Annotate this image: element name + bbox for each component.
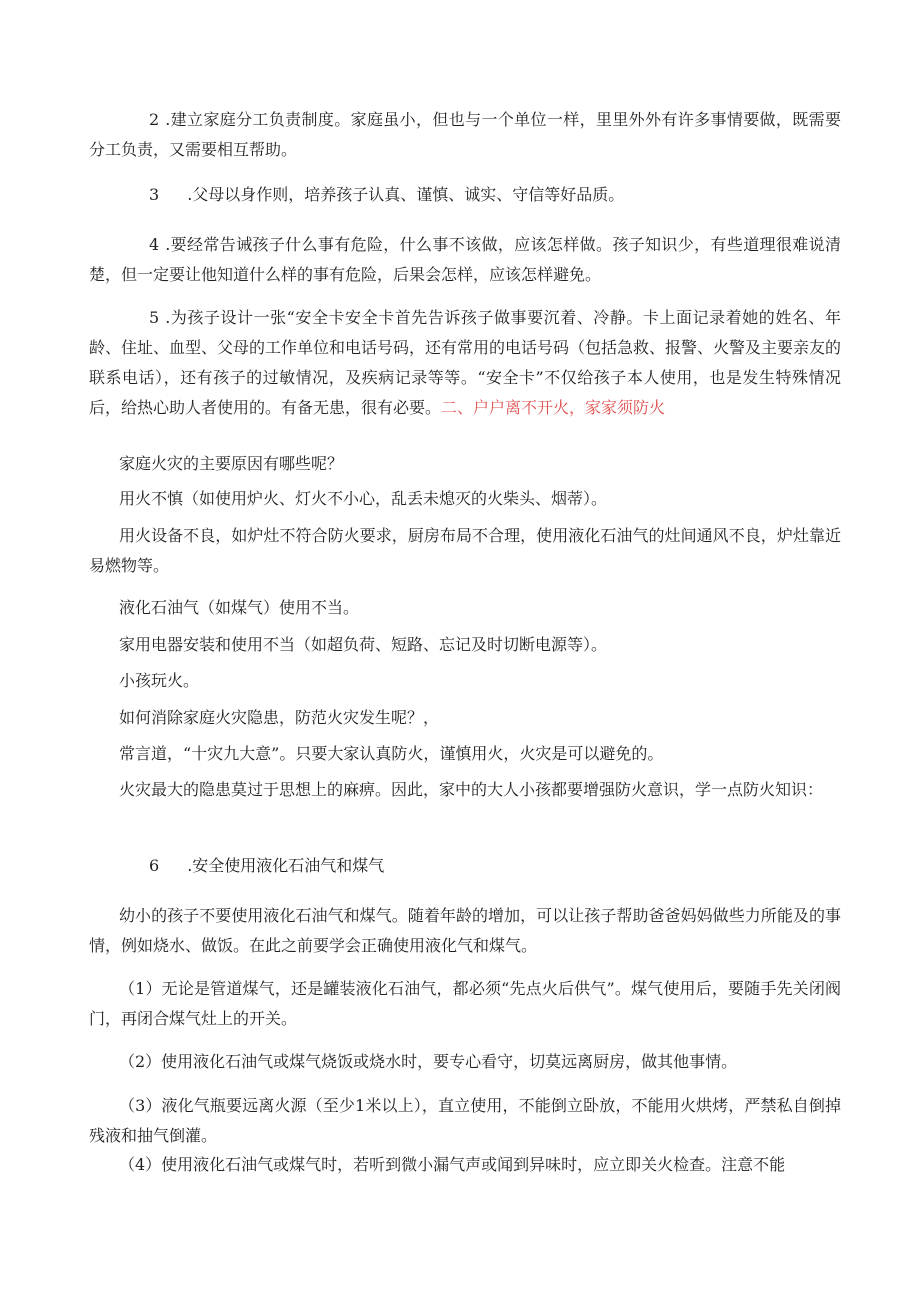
paragraph-cause-careless-fire: 用火不慎（如使用炉火、灯火不小心，乱丢未熄灭的火柴头、烟蒂）。	[119, 489, 608, 508]
paragraph-cause-bad-equipment: 用火设备不良，如炉灶不符合防火要求，厨房布局不合理，使用液化石油气的灶间通风不良，炉灶靠近易燃物等。	[89, 526, 841, 575]
paragraph-rule-1: （1）无论是管道煤气，还是罐装液化石油气，都必须“先点火后供气”。煤气使用后，要随手先关闭阀门，再闭合煤气灶上的开关。	[89, 979, 841, 1028]
paragraph-text: .安全使用液化石油气和煤气	[187, 856, 385, 875]
paragraph-prevention-question: 如何消除家庭火灾隐患，防范火灾发生呢？，	[119, 708, 440, 727]
paragraph-cause-children: 小孩玩火。	[119, 671, 200, 690]
paragraph-text: .为孩子设计一张“安全卡安全卡首先告诉孩子做事要沉着、冷静。卡上面记录着她的姓名、年龄、住址、血型、父母的工作单位和电话号码，还有常用的电话号码（包括急救、报警、火警及主要亲友的联系电话），还有孩子的过敏情况，及疾病记录等等。“安全卡”不仅给孩子本人使用，也是发生特殊情况后，给热心助人者使用的。有备无患，很有必要。	[89, 308, 842, 417]
item-number: 3	[149, 185, 160, 204]
paragraph-saying: 常言道，“十灾九大意”。只要大家认真防火，谨慎用火，火灾是可以避免的。	[119, 744, 664, 763]
paragraph-item-4	[89, 230, 841, 290]
paragraph-item-6	[89, 851, 841, 881]
paragraph-cause-appliances: 家用电器安装和使用不当（如超负荷、短路、忘记及时切断电源等）。	[119, 635, 608, 654]
item-number: 2	[149, 110, 160, 129]
paragraph-text: .父母以身作则，培养孩子认真、谨慎、诚实、守信等好品质。	[187, 185, 625, 204]
paragraph-item-2	[89, 105, 841, 165]
paragraph-cause-gas-misuse: 液化石油气（如煤气）使用不当。	[119, 598, 360, 617]
paragraph-text: .建立家庭分工负责制度。家庭虽小，但也与一个单位一样，里里外外有许多事情要做，既需要分工负责，又需要相互帮助。	[89, 110, 841, 159]
paragraph-item-3	[89, 180, 841, 210]
paragraph-rule-3: （3）液化气瓶要远离火源（至少1米以上），直立使用，不能倒立卧放，不能用火烘烤，严禁私自倒掉残液和抽气倒灌。	[89, 1096, 841, 1145]
paragraph-fire-causes-question: 家庭火灾的主要原因有哪些呢？	[119, 454, 344, 473]
item-number: 5	[149, 308, 160, 327]
paragraph-item-5	[89, 303, 841, 423]
paragraph-rule-4: （4）使用液化石油气或煤气时，若听到微小漏气声或闻到异味时，应立即关火检查。注意不能	[119, 1155, 786, 1174]
paragraph-text: .要经常告诫孩子什么事有危险，什么事不该做，应该怎样做。孩子知识少，有些道理很难说清楚，但一定要让他知道什么样的事有危险，后果会怎样，应该怎样避免。	[89, 235, 841, 284]
item-number: 4	[149, 235, 160, 254]
paragraph-awareness: 火灾最大的隐患莫过于思想上的麻痹。因此，家中的大人小孩都要增强防火意识，学一点防火知识：	[119, 780, 824, 799]
section-heading-fire-safety: 二、户户离不开火，家家须防火	[441, 398, 666, 417]
paragraph-children-gas: 幼小的孩子不要使用液化石油气和煤气。随着年龄的增加，可以让孩子帮助爸爸妈妈做些力所能及的事情，例如烧水、做饭。在此之前要学会正确使用液化气和煤气。	[89, 906, 841, 955]
item-number: 6	[149, 856, 160, 875]
paragraph-rule-2: （2）使用液化石油气或煤气烧饭或烧水时，要专心看守，切莫远离厨房，做其他事情。	[119, 1052, 738, 1071]
